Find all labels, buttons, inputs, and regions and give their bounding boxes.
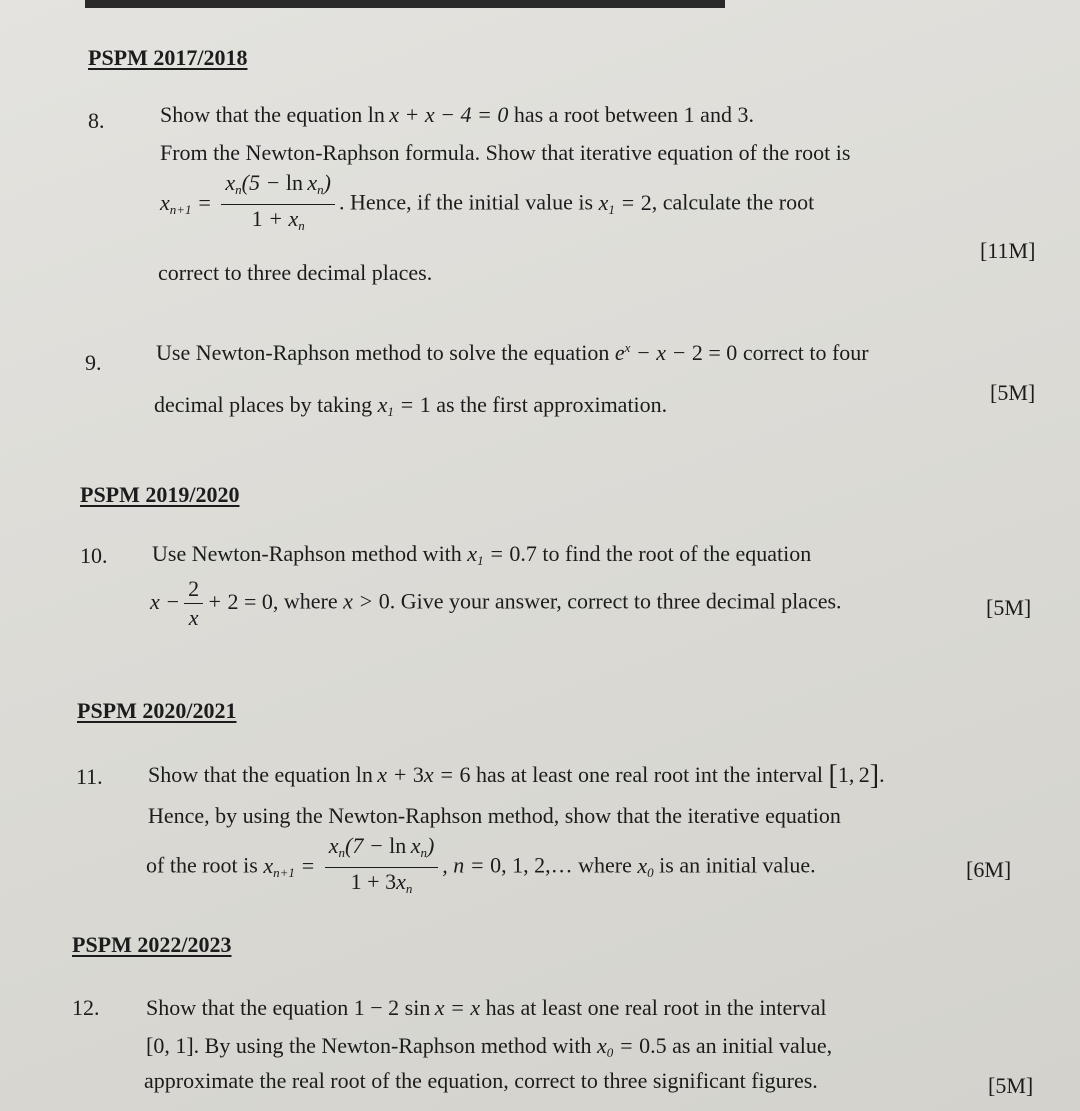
q12-initial-value: $x_0 = 0.5$: [596, 1033, 667, 1060]
q11-marks: [6M]: [966, 857, 1012, 882]
section-heading-2017: PSPM 2017/2018: [88, 45, 248, 70]
q12-marks: [5M]: [988, 1073, 1034, 1098]
q12-text-2: has at least one real root in the interval: [485, 995, 827, 1020]
q11-text-6: is an initial value.: [659, 852, 816, 878]
q12-line-2: [146, 1033, 832, 1061]
q10-text-1: Use Newton-Raphson method with: [152, 541, 462, 566]
question-number-8: 8.: [88, 108, 105, 133]
q11-iterative-formula: $x_{n+1}$ = $\frac{x_n(7 - \ln x_n)}{1 + 3x_n}$ ,: [263, 833, 448, 896]
q8-equation-1: ln x + x − 4 = 0: [367, 102, 509, 127]
q9-text-1: Use Newton-Raphson method to solve the equation: [156, 340, 610, 365]
q11-initial-symbol: $x_0$: [637, 852, 654, 880]
q11-text-1: Show that the equation: [148, 762, 351, 787]
q8-marks: [11M]: [980, 238, 1036, 263]
q10-initial-value: $x_1 = 0.7$: [467, 541, 537, 568]
top-rule: [85, 0, 725, 8]
q11-line-3: [146, 833, 816, 902]
q11-interval: [1, 2].: [828, 760, 885, 791]
q12-equation: 1 − 2 sin x = x: [353, 995, 481, 1020]
q11-text-5: where: [578, 852, 632, 878]
q9-line-2: [154, 392, 667, 420]
q10-text-4: . Give your answer, correct to three decimal places.: [389, 588, 842, 614]
q12-text-1: Show that the equation: [146, 995, 349, 1020]
section-heading-2019: PSPM 2019/2020: [80, 482, 240, 507]
q8-text-4: , calculate the root: [651, 189, 815, 215]
q11-line-2: Hence, by using the Newton-Raphson method, show that the iterative equation: [148, 803, 841, 828]
section-heading-2022: PSPM 2022/2023: [72, 932, 232, 957]
q10-text-2: to find the root of the equation: [542, 541, 812, 566]
q8-line-3: [160, 170, 814, 239]
q10-line-2: [150, 576, 842, 631]
question-number-11: 11.: [76, 764, 103, 789]
q12-text-3: [0, 1]. By using the Newton-Raphson method with: [146, 1033, 592, 1058]
q12-line-3: approximate the real root of the equation, correct to three significant figures.: [144, 1068, 818, 1093]
q11-index-range: n = 0, 1, 2,…: [453, 852, 573, 878]
q9-marks: [5M]: [990, 380, 1036, 405]
q8-text-3: . Hence, if the initial value is: [338, 189, 594, 215]
question-number-9: 9.: [85, 350, 102, 375]
q11-text-4: of the root is: [146, 852, 258, 878]
q12-text-4: as an initial value,: [672, 1033, 833, 1058]
q11-line-1: [148, 760, 885, 792]
q9-initial-value: $x_1 = 1$: [377, 392, 431, 419]
q8-line-2: From the Newton-Raphson formula. Show that iterative equation of the root is: [160, 140, 851, 165]
q12-line-1: [146, 995, 827, 1021]
q9-line-1: [156, 340, 869, 366]
q8-text-2: has a root between 1 and 3.: [513, 102, 754, 127]
question-number-12: 12.: [72, 995, 100, 1020]
q11-equation: ln x + 3x = 6: [355, 762, 471, 787]
q10-text-3: where: [283, 588, 338, 614]
q9-text-2: correct to four: [742, 340, 869, 365]
q11-text-2: has at least one real root int the interval: [476, 762, 823, 787]
q10-equation: x − $\frac{2}{x}$ + 2 = 0,: [150, 576, 279, 630]
q8-line-1: [160, 102, 754, 128]
q9-equation: $e^x - x - 2 = 0$: [614, 340, 738, 365]
q9-text-4: as the first approximation.: [436, 392, 668, 417]
q9-text-3: decimal places by taking: [154, 392, 373, 417]
section-heading-2020: PSPM 2020/2021: [77, 698, 237, 723]
q10-line-1: [152, 541, 811, 569]
q10-marks: [5M]: [986, 595, 1032, 620]
q8-line-4: correct to three decimal places.: [158, 260, 433, 285]
q8-initial-value: $x_1 = 2$: [598, 189, 652, 217]
question-number-10: 10.: [80, 543, 108, 568]
q10-condition: x > 0: [343, 588, 390, 614]
q8-iterative-formula: $x_{n+1}$ = $\frac{x_n(5 - \ln x_n)}{1 + x_n}$: [160, 190, 339, 215]
q8-text-1: Show that the equation: [160, 102, 363, 127]
